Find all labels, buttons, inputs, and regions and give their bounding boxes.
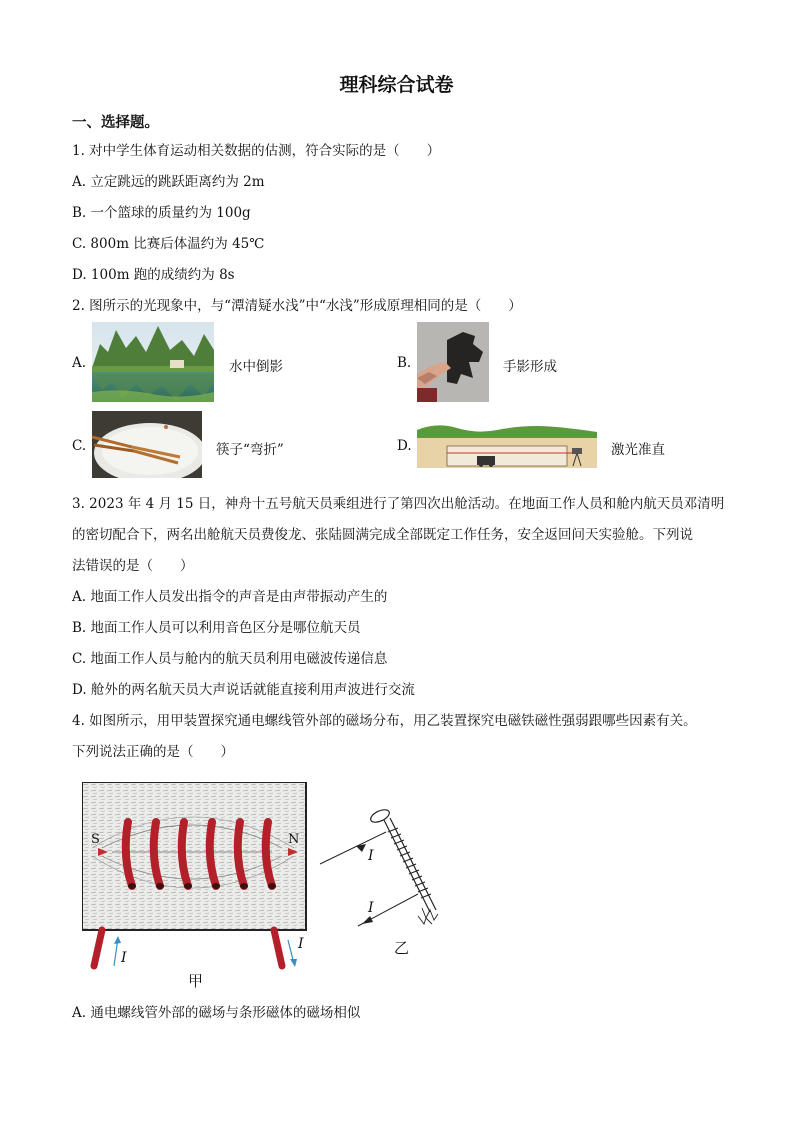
q2-option-b-caption: 手影形成 xyxy=(503,359,557,375)
q2-option-a-letter: A. xyxy=(72,355,87,371)
hand-shadow-photo xyxy=(417,322,489,402)
q3-stem-line-1: 3. 2023 年 4 月 15 日，神舟十五号航天员乘组进行了第四次出舱活动。在地面工作人员和舱内航天员邓清明 xyxy=(72,496,725,512)
q1-option-b: B. 一个篮球的质量约为 100g xyxy=(72,205,251,221)
q3-option-b: B. 地面工作人员可以利用音色区分是哪位航天员 xyxy=(72,620,361,636)
solenoid-figure-jia xyxy=(82,782,310,970)
q3-stem-line-3: 法错误的是（ ） xyxy=(72,558,194,574)
current-label-left: I xyxy=(121,950,127,966)
current-label-yi-top: I xyxy=(368,848,374,864)
section-heading: 一、选择题。 xyxy=(72,115,159,131)
q2-option-c-caption: 筷子“弯折” xyxy=(216,442,284,458)
q2-option-c-letter: C. xyxy=(72,438,87,454)
current-label-right: I xyxy=(298,936,304,952)
reflection-photo xyxy=(92,322,214,402)
laser-tunnel-diagram xyxy=(417,420,597,468)
q2-stem: 2. 图所示的光现象中，与“潭清疑水浅”中“水浅”形成原理相同的是（ ） xyxy=(72,298,522,314)
q4-option-a: A. 通电螺线管外部的磁场与条形磁体的磁场相似 xyxy=(72,1005,361,1021)
q3-option-a: A. 地面工作人员发出指令的声音是由声带振动产生的 xyxy=(72,589,388,605)
south-pole-label: S xyxy=(91,832,100,847)
q2-option-d-caption: 激光准直 xyxy=(611,442,665,458)
q3-option-c: C. 地面工作人员与舱内的航天员利用电磁波传递信息 xyxy=(72,651,388,667)
q1-option-d: D. 100m 跑的成绩约为 8s xyxy=(72,267,235,283)
north-pole-label: N xyxy=(288,832,300,847)
bent-chopsticks-photo xyxy=(92,411,202,478)
q1-option-a: A. 立定跳远的跳跃距离约为 2m xyxy=(72,174,265,190)
q3-option-d: D. 舱外的两名航天员大声说话就能直接利用声波进行交流 xyxy=(72,682,415,698)
figure-jia-label: 甲 xyxy=(188,972,204,990)
q1-stem: 1. 对中学生体育运动相关数据的估测，符合实际的是（ ） xyxy=(72,143,441,159)
electromagnet-figure-yi xyxy=(318,800,458,935)
q2-option-b-letter: B. xyxy=(397,355,412,371)
q3-stem-line-2: 的密切配合下，两名出舱航天员费俊龙、张陆圆满完成全部既定工作任务，安全返回问天实验舱。下列说 xyxy=(72,527,693,543)
current-label-yi-bottom: I xyxy=(368,900,374,916)
q4-stem-line-2: 下列说法正确的是（ ） xyxy=(72,744,234,760)
page-title: 理科综合试卷 xyxy=(339,74,454,96)
q2-option-a-caption: 水中倒影 xyxy=(229,359,283,375)
q1-option-c: C. 800m 比赛后体温约为 45℃ xyxy=(72,236,265,252)
q2-option-d-letter: D. xyxy=(397,438,412,454)
q4-stem-line-1: 4. 如图所示，用甲装置探究通电螺线管外部的磁场分布，用乙装置探究电磁铁磁性强弱跟哪些因素有关。 xyxy=(72,713,697,729)
figure-yi-label: 乙 xyxy=(394,939,410,957)
